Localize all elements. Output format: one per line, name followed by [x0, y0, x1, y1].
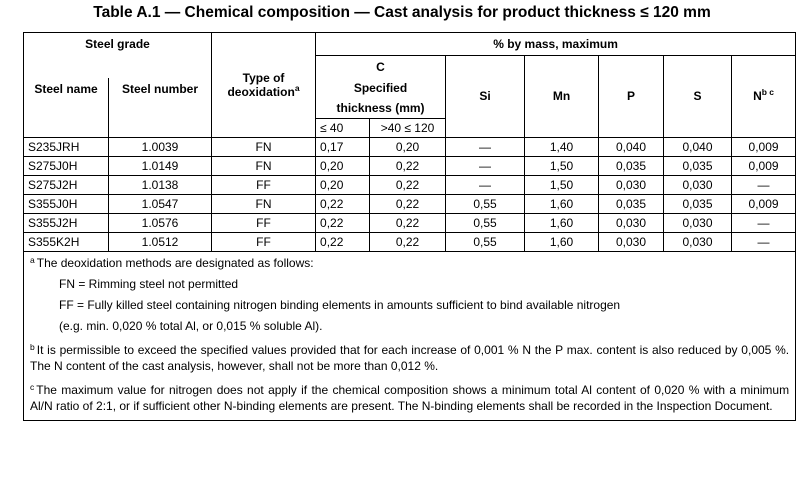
- header-mass-percent: % by mass, maximum: [316, 33, 796, 56]
- header-thickness-40-120: >40 ≤ 120: [370, 118, 446, 137]
- cell-p: 0,035: [599, 156, 664, 175]
- cell-n: —: [732, 213, 796, 232]
- header-n: $N^{b c}$: [732, 56, 796, 138]
- cell-s: 0,040: [664, 137, 732, 156]
- table-row: [24, 137, 796, 156]
- cell-mn: 1,60: [525, 232, 599, 251]
- header-mn: Mn: [525, 56, 599, 138]
- cell-c-40-120: 0,22: [370, 232, 446, 251]
- cell-si: —: [446, 175, 525, 194]
- cell-steel-number: 1.0547: [109, 194, 212, 213]
- table-row: [24, 232, 796, 251]
- cell-deoxidation: FN: [212, 156, 316, 175]
- cell-p: 0,035: [599, 194, 664, 213]
- cell-c-40-120: 0,22: [370, 156, 446, 175]
- table-row: [24, 194, 796, 213]
- table-row: [24, 175, 796, 194]
- footnotes: [24, 251, 796, 420]
- header-spacer: [24, 56, 212, 78]
- cell-si: —: [446, 137, 525, 156]
- cell-si: —: [446, 156, 525, 175]
- cell-deoxidation: FF: [212, 175, 316, 194]
- table-row: [24, 213, 796, 232]
- cell-steel-number: 1.0576: [109, 213, 212, 232]
- cell-steel-number: 1.0138: [109, 175, 212, 194]
- cell-s: 0,030: [664, 175, 732, 194]
- cell-n: 0,009: [732, 194, 796, 213]
- cell-si: 0,55: [446, 194, 525, 213]
- cell-n: —: [732, 232, 796, 251]
- cell-steel-number: 1.0149: [109, 156, 212, 175]
- cell-steel-name: S355K2H: [24, 232, 109, 251]
- header-c: C: [316, 56, 446, 78]
- cell-deoxidation: FN: [212, 194, 316, 213]
- header-steel-grade: Steel grade: [24, 33, 212, 56]
- cell-steel-name: S275J2H: [24, 175, 109, 194]
- cell-s: 0,030: [664, 213, 732, 232]
- header-specified-thickness: Specified thickness (mm): [316, 78, 446, 119]
- header-spacer: [109, 118, 212, 137]
- header-thickness-le40: ≤ 40: [316, 118, 370, 137]
- cell-deoxidation: FF: [212, 232, 316, 251]
- cell-steel-name: S355J2H: [24, 213, 109, 232]
- cell-mn: 1,60: [525, 194, 599, 213]
- footnote-a-eg: (e.g. min. 0,020 % total Al, or 0,015 % soluble Al).: [59, 318, 323, 333]
- cell-si: 0,55: [446, 232, 525, 251]
- cell-s: 0,030: [664, 232, 732, 251]
- footnote-a: $^a$ The deoxidation methods are designated as follows:: [30, 254, 314, 270]
- cell-deoxidation: FF: [212, 213, 316, 232]
- cell-p: 0,030: [599, 232, 664, 251]
- header-spacer: [24, 118, 109, 137]
- cell-n: 0,009: [732, 156, 796, 175]
- cell-p: 0,040: [599, 137, 664, 156]
- cell-p: 0,030: [599, 175, 664, 194]
- footnote-a-fn: FN = Rimming steel not permitted: [59, 276, 239, 291]
- cell-c-le40: 0,20: [316, 175, 370, 194]
- footnote-c: $^c$ The maximum value for nitrogen does not apply if the chemical composition shows a minimum total Al content of 0,020 % with a minimum Al/N ratio of 2:1, or if sufficient other N-binding elements are present. The N-binding elements shall be recorded in the Inspection Document.: [30, 381, 790, 413]
- footnote-a-ff: FF = Fully killed steel containing nitrogen binding elements in amounts sufficient to bind available nitrogen: [59, 297, 621, 312]
- cell-c-le40: 0,22: [316, 194, 370, 213]
- header-type-of-deoxidation: Type of deoxidation$^a$: [212, 33, 316, 138]
- cell-mn: 1,50: [525, 156, 599, 175]
- cell-steel-name: S355J0H: [24, 194, 109, 213]
- cell-steel-name: S275J0H: [24, 156, 109, 175]
- cell-c-le40: 0,22: [316, 213, 370, 232]
- cell-si: 0,55: [446, 213, 525, 232]
- header-steel-number: Steel number: [109, 78, 212, 119]
- header-steel-name: Steel name: [24, 78, 109, 119]
- cell-c-40-120: 0,22: [370, 175, 446, 194]
- cell-mn: 1,40: [525, 137, 599, 156]
- cell-c-40-120: 0,22: [370, 194, 446, 213]
- cell-mn: 1,60: [525, 213, 599, 232]
- cell-s: 0,035: [664, 194, 732, 213]
- cell-n: —: [732, 175, 796, 194]
- table-row: [24, 156, 796, 175]
- cell-steel-number: 1.0512: [109, 232, 212, 251]
- header-p: P: [599, 56, 664, 138]
- cell-c-le40: 0,20: [316, 156, 370, 175]
- cell-deoxidation: FN: [212, 137, 316, 156]
- header-si: Si: [446, 56, 525, 138]
- cell-c-le40: 0,22: [316, 232, 370, 251]
- cell-s: 0,035: [664, 156, 732, 175]
- footnote-b: $^b$ It is permissible to exceed the specified values provided that for each increase of 0,001 % N the P max. content is also reduced by 0,005 %. The N content of the cast analysis, however, shall not be more than 0,012 %.: [30, 341, 790, 373]
- cell-c-le40: 0,17: [316, 137, 370, 156]
- cell-mn: 1,50: [525, 175, 599, 194]
- cell-c-40-120: 0,22: [370, 213, 446, 232]
- table-title: Table A.1 — Chemical composition — Cast analysis for product thickness ≤ 120 mm: [93, 4, 711, 21]
- cell-p: 0,030: [599, 213, 664, 232]
- cell-n: 0,009: [732, 137, 796, 156]
- cell-c-40-120: 0,20: [370, 137, 446, 156]
- cell-steel-name: S235JRH: [24, 137, 109, 156]
- header-s: S: [664, 56, 732, 138]
- cell-steel-number: 1.0039: [109, 137, 212, 156]
- chemical-composition-table: [23, 32, 796, 421]
